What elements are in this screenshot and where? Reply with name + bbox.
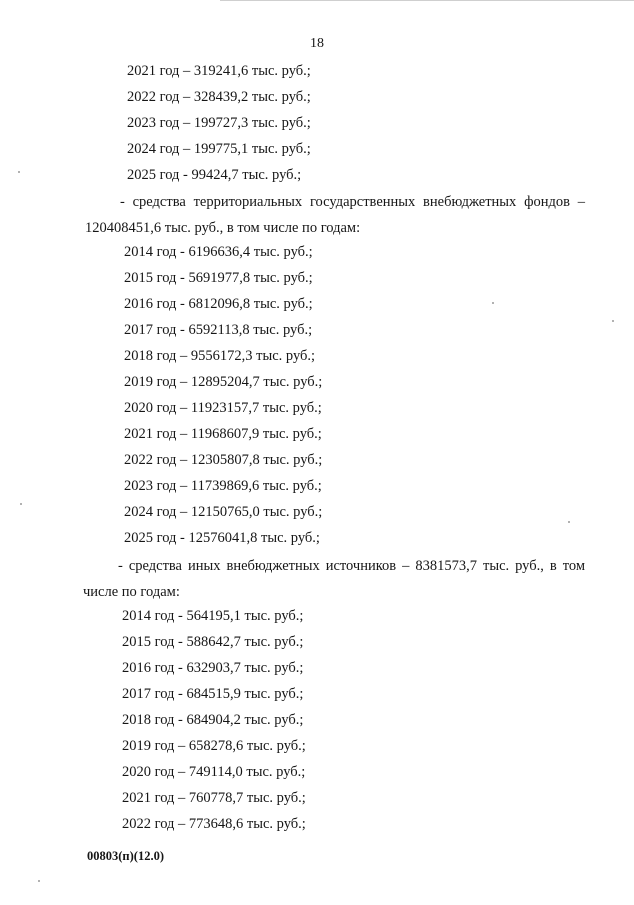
funding-line: 2025 год - 99424,7 тыс. руб.; [127, 167, 302, 183]
paragraph-first-line: - средства иных внебюджетных источников – 8381573,7 тыс. руб., в том [118, 558, 585, 574]
document-code: 00803(п)(12.0) [87, 849, 164, 863]
funding-line: 2021 год – 760778,7 тыс. руб.; [122, 790, 306, 806]
funding-line: 2023 год – 11739869,6 тыс. руб.; [124, 478, 322, 494]
scan-speck [20, 503, 22, 505]
funding-line: 2022 год – 12305807,8 тыс. руб.; [124, 452, 323, 468]
funding-line: 2024 год – 199775,1 тыс. руб.; [127, 141, 311, 157]
funding-line: 2024 год – 12150765,0 тыс. руб.; [124, 504, 323, 520]
funding-line: 2022 год – 773648,6 тыс. руб.; [122, 816, 306, 832]
funding-line: 2017 год - 684515,9 тыс. руб.; [122, 686, 304, 702]
paragraph-continuation: 120408451,6 тыс. руб., в том числе по годам: [85, 220, 361, 236]
scan-speck [38, 880, 40, 882]
scan-speck [568, 521, 570, 523]
funding-line: 2021 год – 11968607,9 тыс. руб.; [124, 426, 322, 442]
scan-speck [18, 171, 20, 173]
funding-line: 2016 год - 6812096,8 тыс. руб.; [124, 296, 313, 312]
funding-line: 2022 год – 328439,2 тыс. руб.; [127, 89, 311, 105]
paragraph-first-line: - средства территориальных государственных внебюджетных фондов – [120, 194, 585, 210]
funding-line: 2018 год – 9556172,3 тыс. руб.; [124, 348, 316, 364]
paragraph-continuation: числе по годам: [83, 584, 180, 600]
scan-speck [492, 302, 494, 304]
funding-line: 2017 год - 6592113,8 тыс. руб.; [124, 322, 313, 338]
funding-line: 2025 год - 12576041,8 тыс. руб.; [124, 530, 320, 546]
page-number: 18 [310, 36, 324, 51]
scan-speck [612, 320, 614, 322]
funding-line: 2019 год – 658278,6 тыс. руб.; [122, 738, 306, 754]
paragraph-territorial-funds [85, 189, 585, 241]
funding-line: 2015 год - 588642,7 тыс. руб.; [122, 634, 304, 650]
funding-line: 2015 год - 5691977,8 тыс. руб.; [124, 270, 313, 286]
funding-line: 2023 год – 199727,3 тыс. руб.; [127, 115, 311, 131]
paragraph-other-sources [83, 553, 585, 605]
funding-line: 2014 год - 564195,1 тыс. руб.; [122, 608, 304, 624]
funding-line: 2014 год - 6196636,4 тыс. руб.; [124, 244, 313, 260]
funding-line: 2019 год – 12895204,7 тыс. руб.; [124, 374, 323, 390]
funding-line: 2016 год - 632903,7 тыс. руб.; [122, 660, 304, 676]
funding-line: 2020 год – 11923157,7 тыс. руб.; [124, 400, 322, 416]
funding-line: 2020 год – 749114,0 тыс. руб.; [122, 764, 306, 780]
scan-edge-line [220, 0, 634, 1]
funding-line: 2018 год - 684904,2 тыс. руб.; [122, 712, 304, 728]
funding-line: 2021 год – 319241,6 тыс. руб.; [127, 63, 311, 79]
